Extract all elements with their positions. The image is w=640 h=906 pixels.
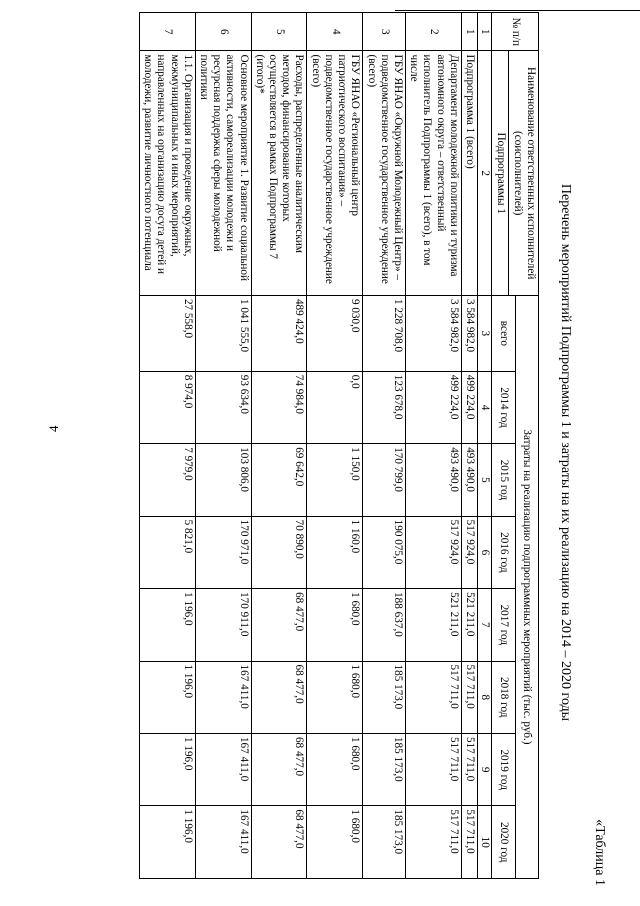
header-name-top: Наименование ответственных исполнителей (соисполнителей) xyxy=(511,67,537,280)
row-value: 27 558,0 xyxy=(139,295,195,371)
header-total: всего xyxy=(492,295,515,371)
costs-table xyxy=(139,12,539,879)
row-value: 517 711,0 xyxy=(461,806,477,879)
row-value: 167 411,0 xyxy=(195,806,251,879)
header-name-bottom: Подпрограммы 1 xyxy=(493,51,508,294)
row-value: 1 680,0 xyxy=(307,733,363,805)
row-value: 167 411,0 xyxy=(195,733,251,805)
row-value: 185 173,0 xyxy=(363,733,406,805)
row-value: 1 228 708,0 xyxy=(363,295,406,371)
row-value: 493 490,0 xyxy=(461,444,477,516)
row-value: 1 160,0 xyxy=(307,516,363,588)
row-value: 123 678,0 xyxy=(363,371,406,443)
table-row xyxy=(195,13,251,879)
row-value: 499 224,0 xyxy=(406,371,462,443)
row-value: 68 477,0 xyxy=(251,589,307,661)
header-no: № п/п xyxy=(492,13,539,51)
row-value: 188 637,0 xyxy=(363,589,406,661)
header-year: 2019 год xyxy=(492,733,515,805)
column-number: 6 xyxy=(478,516,492,588)
column-number: 2 xyxy=(478,51,492,295)
row-value: 185 173,0 xyxy=(363,661,406,733)
row-value: 7 979,0 xyxy=(139,444,195,516)
column-number: 4 xyxy=(478,371,492,443)
table-row xyxy=(406,13,462,879)
row-value: 68 477,0 xyxy=(251,733,307,805)
row-value: 167 411,0 xyxy=(195,661,251,733)
header-year: 2016 год xyxy=(492,516,515,588)
row-value: 517 711,0 xyxy=(461,733,477,805)
row-value: 1 680,0 xyxy=(307,589,363,661)
row-number: 6 xyxy=(195,13,251,51)
row-value: 5 821,0 xyxy=(139,516,195,588)
column-number: 3 xyxy=(478,295,492,371)
row-number: 3 xyxy=(363,13,406,51)
header-row-1 xyxy=(515,13,538,879)
row-value: 517 711,0 xyxy=(406,661,462,733)
row-value: 68 477,0 xyxy=(251,661,307,733)
row-value: 517 711,0 xyxy=(406,733,462,805)
row-value: 170 971,0 xyxy=(195,516,251,588)
row-name: 1.1. Организация и проведение окружных, межмуниципальных и иных мероприятий, направленных на организацию досуга детей и молодежи, развитие личностного потенциала xyxy=(139,51,195,295)
row-value: 521 211,0 xyxy=(461,589,477,661)
row-value: 0,0 xyxy=(307,371,363,443)
header-name xyxy=(492,51,539,295)
table-row xyxy=(139,13,195,879)
row-value: 170 911,0 xyxy=(195,589,251,661)
row-value: 8 974,0 xyxy=(139,371,195,443)
table-row xyxy=(251,13,307,879)
table-label: «Таблица 1 xyxy=(592,819,607,886)
row-value: 1 680,0 xyxy=(307,806,363,879)
row-value: 70 890,0 xyxy=(251,516,307,588)
row-value: 1 196,0 xyxy=(139,733,195,805)
row-number: 2 xyxy=(406,13,462,51)
table-row xyxy=(307,13,363,879)
header-year: 2014 год xyxy=(492,371,515,443)
row-value: 517 711,0 xyxy=(406,806,462,879)
table-body xyxy=(139,13,477,879)
row-name: Основное мероприятие 1. Развитие социальной активности, самореализации молодежи и ресурсная поддержка сферы молодежной политики xyxy=(195,51,251,295)
row-value: 1 196,0 xyxy=(139,661,195,733)
column-number: 9 xyxy=(478,733,492,805)
row-name: Расходы, распределенные аналитическим методом, финансирование которых осуществляется в рамках Подпрограммы 7 (итого)* xyxy=(251,51,307,295)
header-year: 2018 год xyxy=(492,661,515,733)
row-number: 5 xyxy=(251,13,307,51)
row-value: 185 173,0 xyxy=(363,806,406,879)
row-value: 521 211,0 xyxy=(406,589,462,661)
row-value: 489 424,0 xyxy=(251,295,307,371)
column-number: 7 xyxy=(478,589,492,661)
row-value: 1 041 555,0 xyxy=(195,295,251,371)
row-value: 74 984,0 xyxy=(251,371,307,443)
row-value: 3 584 982,0 xyxy=(406,295,462,371)
row-value: 93 634,0 xyxy=(195,371,251,443)
row-value: 493 490,0 xyxy=(406,444,462,516)
row-value: 69 642,0 xyxy=(251,444,307,516)
row-value: 499 224,0 xyxy=(461,371,477,443)
row-value: 517 924,0 xyxy=(461,516,477,588)
row-name: Департамент молодежной политики и туризма автономного округа – ответственный исполнитель Подпрограммы 1 (всего), в том числе xyxy=(406,51,462,295)
column-number: 10 xyxy=(478,806,492,879)
row-number: 4 xyxy=(307,13,363,51)
row-value: 170 799,0 xyxy=(363,444,406,516)
row-number: 7 xyxy=(139,13,195,51)
row-value: 1 150,0 xyxy=(307,444,363,516)
header-year: 2020 год xyxy=(492,806,515,879)
table-row xyxy=(363,13,406,879)
table-row xyxy=(461,13,477,879)
column-number: 1 xyxy=(478,13,492,51)
row-name: ГБУ ЯНАО «Окружной Молодежный Центр» – подведомственное государственное учреждение (всего) xyxy=(363,51,406,295)
row-name: ГБУ ЯНАО «Региональный центр патриотического воспитания» – подведомственное государственное учреждение (всего) xyxy=(307,51,363,295)
row-value: 9 030,0 xyxy=(307,295,363,371)
column-number-row xyxy=(478,13,492,879)
page-number: 4 xyxy=(46,425,61,432)
row-value: 1 680,0 xyxy=(307,661,363,733)
rotated-page-content xyxy=(2,0,637,906)
header-costs: Затраты на реализацию подпрограммных мероприятий (тыс. руб.) xyxy=(515,295,538,878)
header-year: 2015 год xyxy=(492,444,515,516)
row-value: 190 075,0 xyxy=(363,516,406,588)
row-value: 517 924,0 xyxy=(406,516,462,588)
row-number: 1 xyxy=(461,13,477,51)
column-number: 5 xyxy=(478,444,492,516)
column-number: 8 xyxy=(478,661,492,733)
row-value: 1 196,0 xyxy=(139,806,195,879)
row-value: 68 477,0 xyxy=(251,806,307,879)
document-title: Перечень мероприятий Подпрограммы 1 и затраты на их реализацию на 2014 – 2020 годы xyxy=(558,183,573,722)
row-value: 1 196,0 xyxy=(139,589,195,661)
row-name: Подпрограмма 1 (всего) xyxy=(461,51,477,295)
header-year: 2017 год xyxy=(492,589,515,661)
row-value: 517 711,0 xyxy=(461,661,477,733)
row-value: 3 584 982,0 xyxy=(461,295,477,371)
row-value: 103 806,0 xyxy=(195,444,251,516)
